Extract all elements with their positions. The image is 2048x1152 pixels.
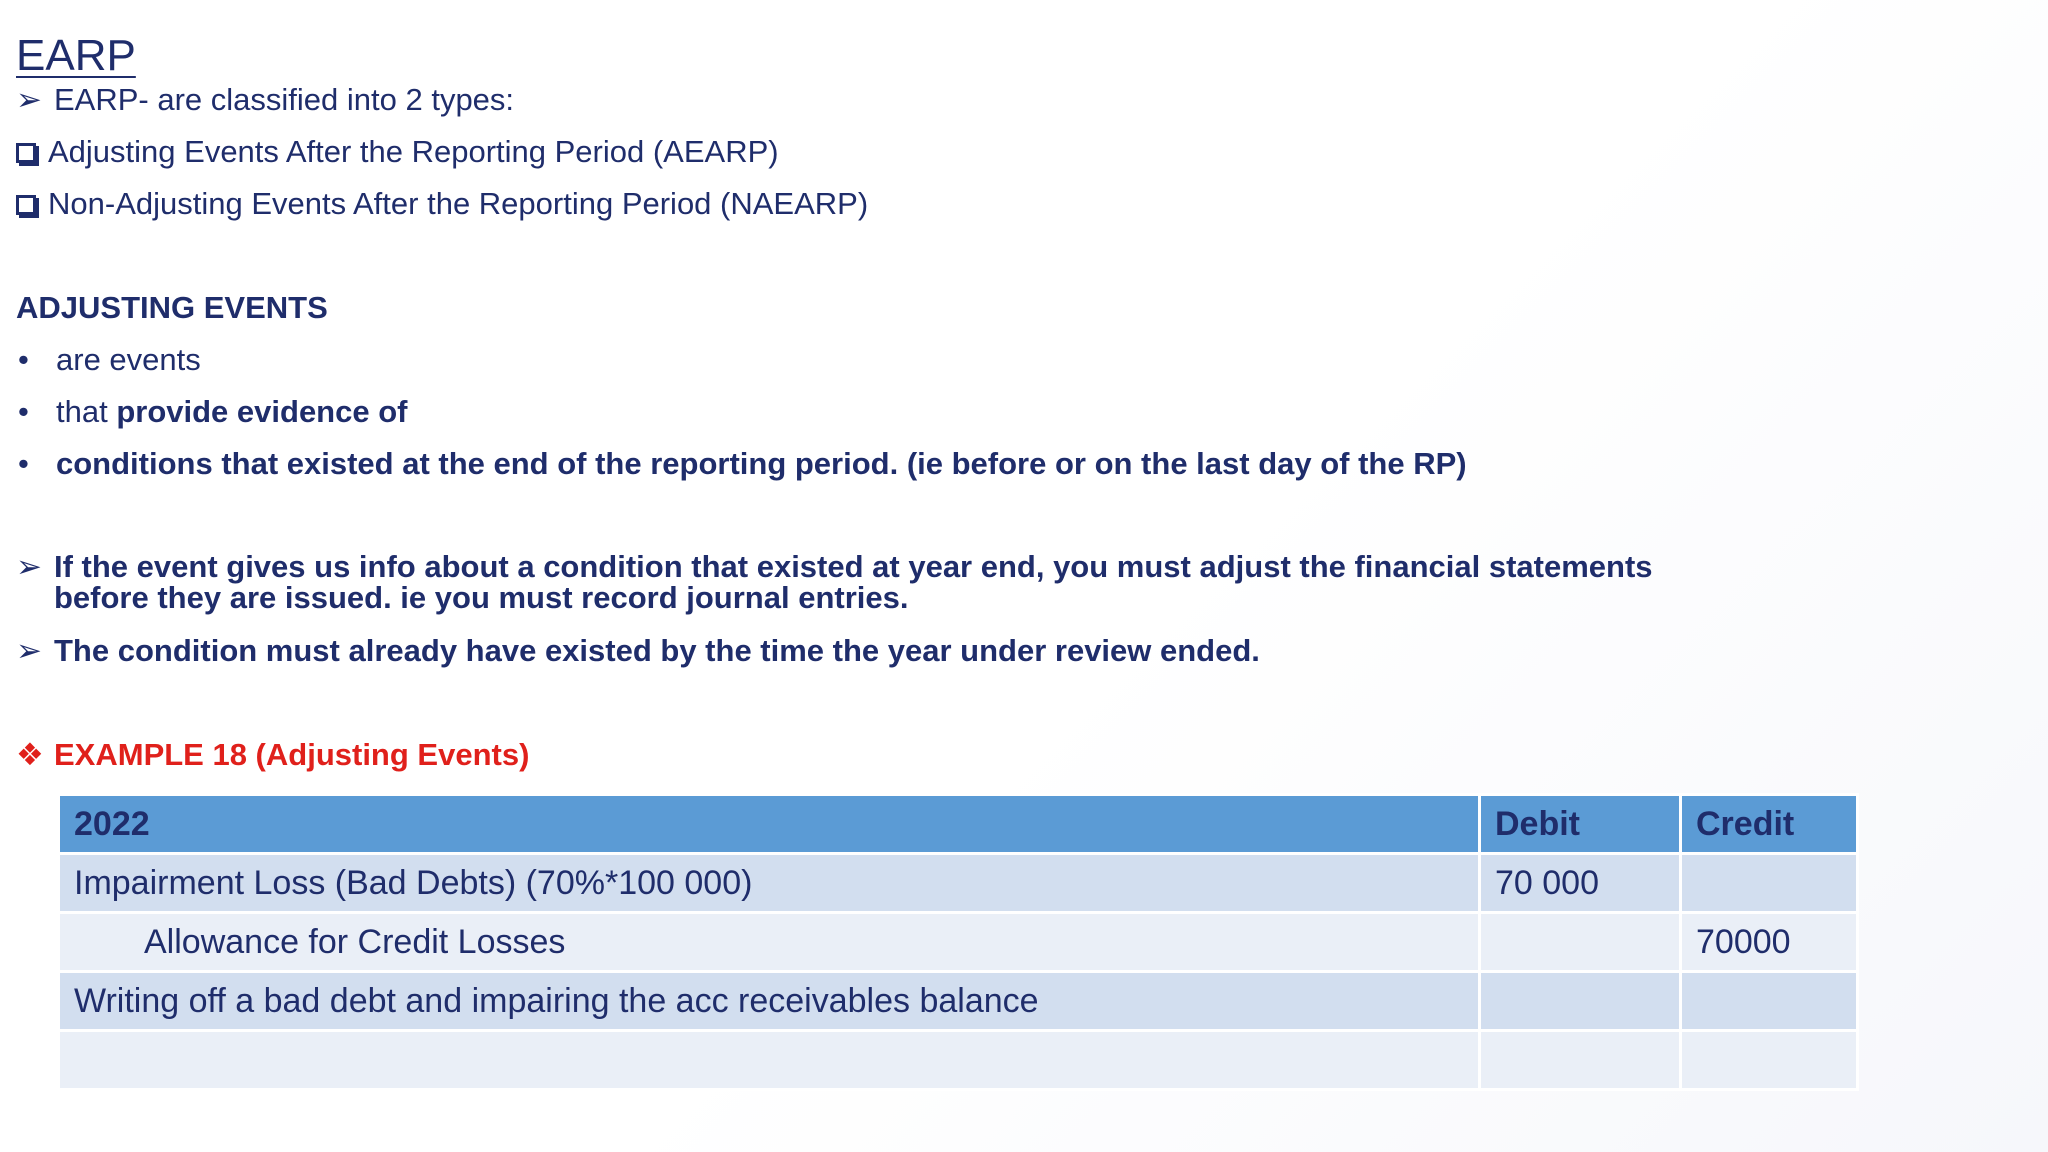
arrow-bullet-icon: ➢ xyxy=(16,633,42,668)
bullet-text: that xyxy=(56,394,117,429)
bullet-dot-icon: • xyxy=(18,394,29,429)
bullet-item xyxy=(16,342,201,378)
type-item-aearp xyxy=(16,134,779,170)
account-cell: Writing off a bad debt and impairing the acc receivables balance xyxy=(59,972,1480,1031)
type-item-naearp xyxy=(16,186,868,222)
debit-cell xyxy=(1480,972,1681,1031)
bullet-dot-icon: • xyxy=(18,446,29,481)
checkbox-bullet-icon xyxy=(16,143,36,163)
bullet-dot-icon: • xyxy=(18,342,29,377)
credit-cell xyxy=(1681,972,1858,1031)
type-label: Non-Adjusting Events After the Reporting Period (NAEARP) xyxy=(48,186,869,221)
type-label: Adjusting Events After the Reporting Period (AEARP) xyxy=(48,134,779,169)
checkbox-bullet-icon xyxy=(16,195,36,215)
column-header-debit: Debit xyxy=(1480,795,1681,854)
rule-text: The condition must already have existed by the time the year under review ended. xyxy=(54,633,1260,668)
credit-cell: 70000 xyxy=(1681,913,1858,972)
rule-text: If the event gives us info about a condition that existed at year end, you must adjust the financial statements before they are issued. ie you must record journal entries. xyxy=(54,549,1653,615)
bullet-text: conditions that existed at the end of the reporting period. (ie before or on the last day of the RP) xyxy=(56,446,1467,481)
table-row xyxy=(59,854,1858,913)
diamond-bullet-icon: ❖ xyxy=(16,737,44,772)
arrow-bullet-icon: ➢ xyxy=(16,82,42,117)
column-header-credit: Credit xyxy=(1681,795,1858,854)
bullet-text: are events xyxy=(56,342,201,377)
rule-item xyxy=(16,633,1260,669)
intro-line xyxy=(16,82,514,118)
example-title xyxy=(16,737,529,773)
bullet-item xyxy=(16,446,1467,482)
section-heading: ADJUSTING EVENTS xyxy=(16,290,328,325)
column-header-year: 2022 xyxy=(59,795,1480,854)
example-title-text: EXAMPLE 18 (Adjusting Events) xyxy=(54,737,530,772)
intro-text: EARP- are classified into 2 types: xyxy=(54,82,515,117)
debit-cell xyxy=(1480,913,1681,972)
journal-table xyxy=(57,793,1859,1091)
account-cell: Impairment Loss (Bad Debts) (70%*100 000) xyxy=(59,854,1480,913)
account-cell: Allowance for Credit Losses xyxy=(59,913,1480,972)
slide-title: EARP xyxy=(16,31,136,80)
table-row xyxy=(59,913,1858,972)
table-header-row xyxy=(59,795,1858,854)
account-cell xyxy=(59,1031,1480,1090)
debit-cell xyxy=(1480,1031,1681,1090)
debit-cell: 70 000 xyxy=(1480,854,1681,913)
table-row xyxy=(59,1031,1858,1090)
credit-cell xyxy=(1681,854,1858,913)
bullet-item xyxy=(16,394,407,430)
bullet-text-bold: provide evidence of xyxy=(116,394,408,429)
arrow-bullet-icon: ➢ xyxy=(16,549,42,584)
table-row xyxy=(59,972,1858,1031)
rule-item xyxy=(16,551,1736,613)
credit-cell xyxy=(1681,1031,1858,1090)
